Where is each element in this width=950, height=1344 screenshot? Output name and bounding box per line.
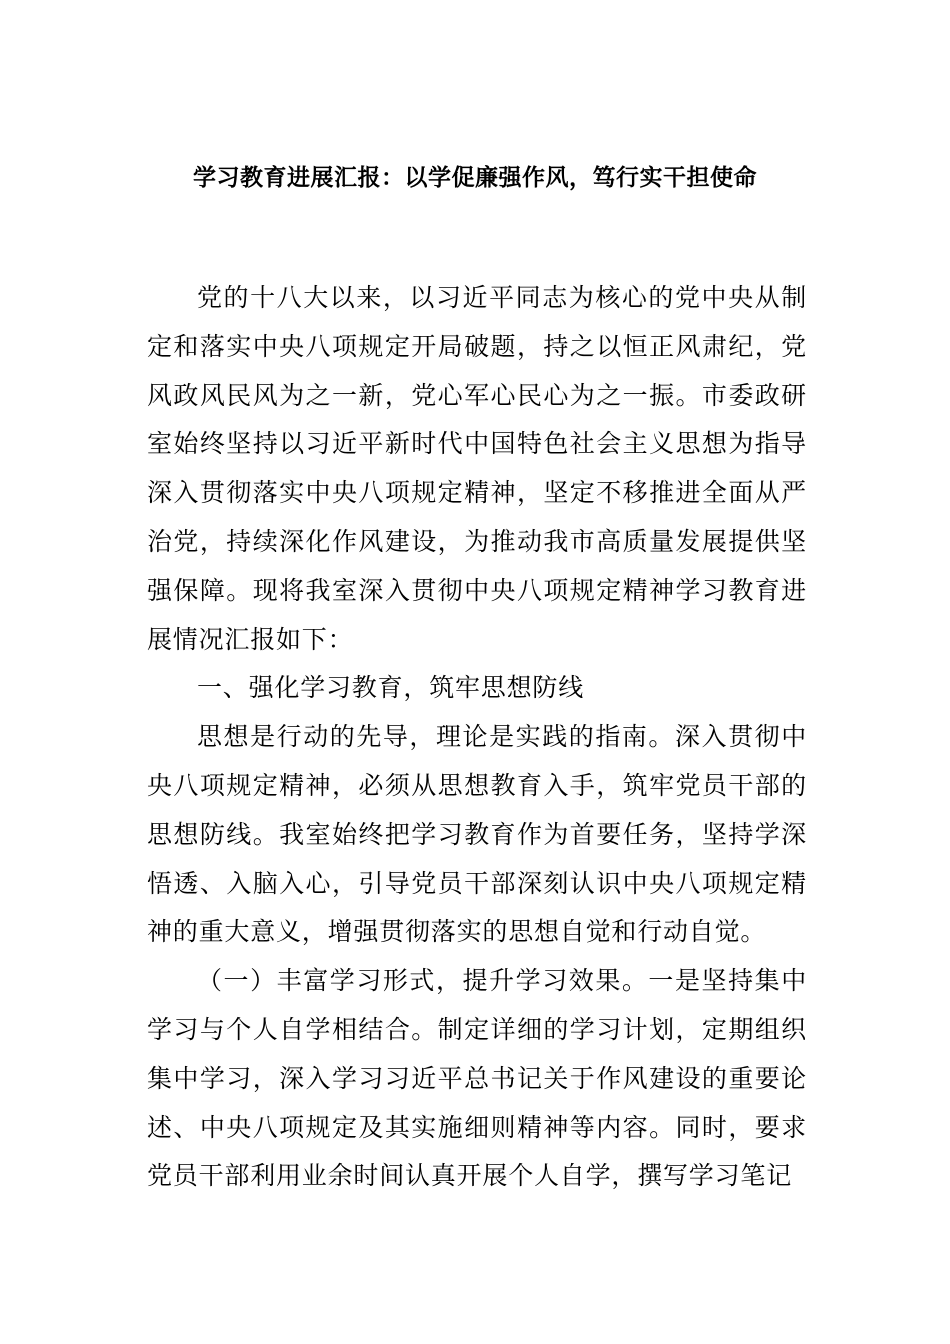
- body-paragraph-subsection-1: （一）丰富学习形式，提升学习效果。一是坚持集中学习与个人自学相结合。制定详细的学习计划，定期组织集中学习，深入学习习近平总书记关于作风建设的重要论述、中央八项规定及其实施细则精神等内容。同时，要求党员干部利用业余时间认真开展个人自学，撰写学习笔记: [147, 966, 807, 1191]
- document-title: 学习教育进展汇报：以学促廉强作风，笃行实干担使命: [193, 165, 757, 191]
- section-heading-1: 一、强化学习教育，筑牢思想防线: [197, 673, 585, 703]
- body-paragraph-section-1: 思想是行动的先导，理论是实践的指南。深入贯彻中央八项规定精神，必须从思想教育入手，筑牢党员干部的思想防线。我室始终把学习教育作为首要任务，坚持学深悟透、入脑入心，引导党员干部深刻认识中央八项规定精神的重大意义，增强贯彻落实的思想自觉和行动自觉。: [147, 722, 807, 947]
- body-paragraph-intro: 党的十八大以来，以习近平同志为核心的党中央从制定和落实中央八项规定开局破题，持之以恒正风肃纪，党风政风民风为之一新，党心军心民心为之一振。市委政研室始终坚持以习近平新时代中国特色社会主义思想为指导深入贯彻落实中央八项规定精神，坚定不移推进全面从严治党，持续深化作风建设，为推动我市高质量发展提供坚强保障。现将我室深入贯彻中央八项规定精神学习教育进展情况汇报如下：: [147, 283, 807, 654]
- document-body: [147, 274, 807, 1201]
